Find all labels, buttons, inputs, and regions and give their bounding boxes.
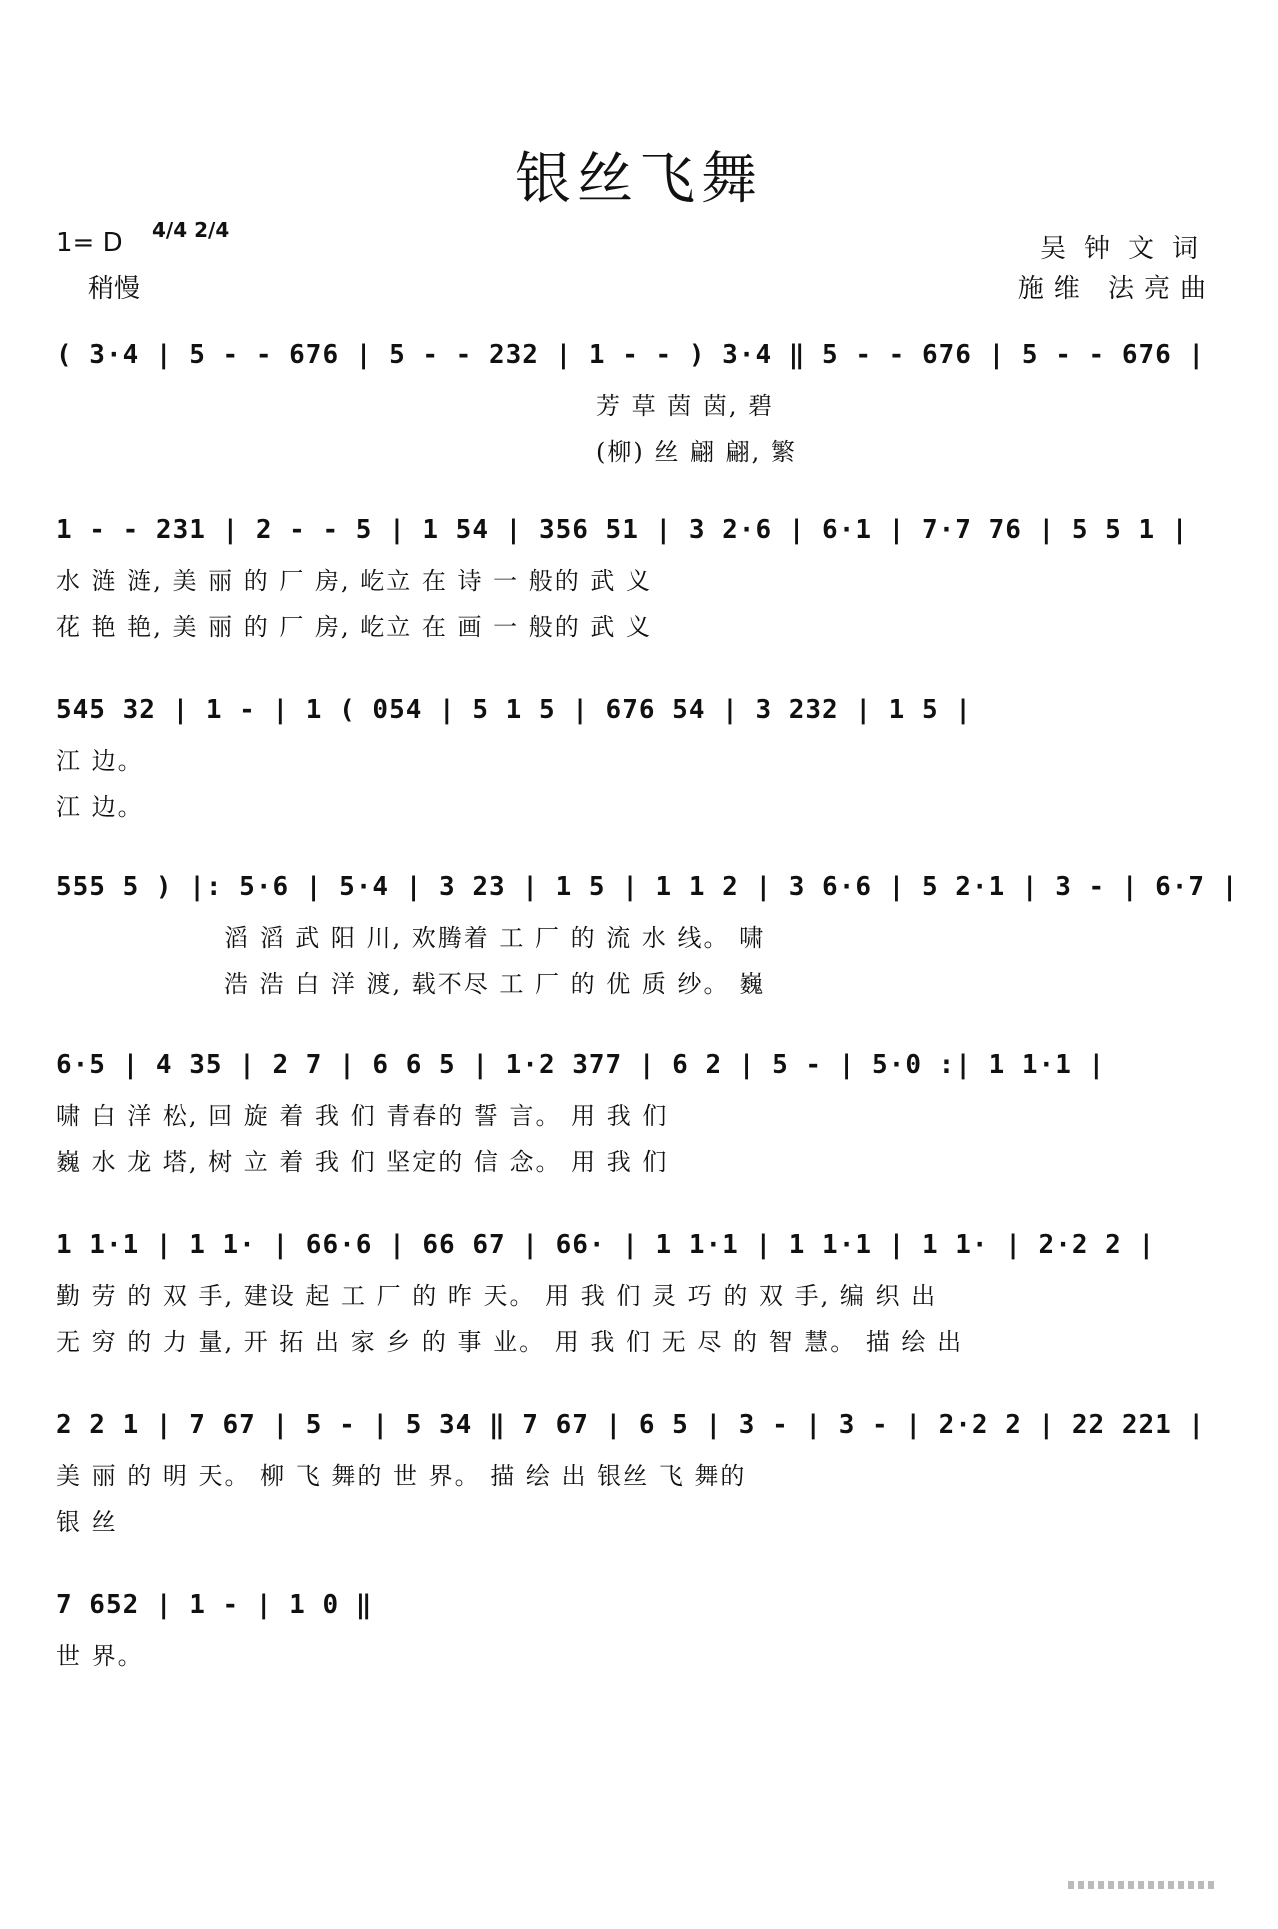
- lyric-verse-1: 滔 滔 武 阳 川, 欢腾着 工 厂 的 流 水 线。 啸: [224, 924, 766, 952]
- lyric-verse-1: 世 界。: [56, 1642, 144, 1670]
- page-title: 银丝飞舞: [515, 147, 763, 212]
- notation-row: ( 3·4 | 5 - - 676 | 5 - - 232 | 1 - - ) 3·4 ‖ 5 - - 676 | 5 - - 676 |: [56, 340, 1206, 370]
- lyric-verse-2: (柳) 丝 翩 翩, 繁: [596, 438, 797, 466]
- key-signature: 1= D: [56, 228, 123, 258]
- notation-row: 2 2 1 | 7 67 | 5 - | 5 34 ‖ 7 67 | 6 5 | 3 - | 3 - | 2·2 2 | 22 221 |: [56, 1410, 1206, 1440]
- watermark: [1068, 1881, 1218, 1889]
- lyric-verse-1: 江 边。: [56, 747, 144, 775]
- notation-row: 7 652 | 1 - | 1 0 ‖: [56, 1590, 373, 1620]
- lyric-verse-2: 无 穷 的 力 量, 开 拓 出 家 乡 的 事 业。 用 我 们 无 尽 的 智 慧。 描 绘 出: [56, 1328, 964, 1356]
- lyricist-credit: 吴钟文词: [1039, 234, 1216, 264]
- notation-row: 6·5 | 4 35 | 2 7 | 6 6 5 | 1·2 377 | 6 2 | 5 - | 5·0 :| 1 1·1 |: [56, 1050, 1106, 1080]
- lyric-verse-2: 花 艳 艳, 美 丽 的 厂 房, 屹立 在 画 一 般的 武 义: [56, 613, 653, 641]
- time-signature: 4/4 2/4: [152, 218, 230, 242]
- lyric-verse-2: 江 边。: [56, 793, 144, 821]
- lyric-verse-2: 巍 水 龙 塔, 树 立 着 我 们 坚定的 信 念。 用 我 们: [56, 1148, 669, 1176]
- lyric-verse-1: 勤 劳 的 双 手, 建设 起 工 厂 的 昨 天。 用 我 们 灵 巧 的 双 手, 编 织 出: [56, 1282, 938, 1310]
- notation-row: 545 32 | 1 - | 1 ( 054 | 5 1 5 | 676 54 | 3 232 | 1 5 |: [56, 695, 972, 725]
- tempo-marking: 稍慢: [88, 274, 141, 304]
- lyric-verse-2: 银 丝: [56, 1508, 118, 1536]
- lyric-verse-2: 浩 浩 白 洋 渡, 载不尽 工 厂 的 优 质 纱。 巍: [224, 970, 766, 998]
- lyric-verse-1: 水 涟 涟, 美 丽 的 厂 房, 屹立 在 诗 一 般的 武 义: [56, 567, 653, 595]
- notation-row: 1 - - 231 | 2 - - 5 | 1 54 | 356 51 | 3 2·6 | 6·1 | 7·7 76 | 5 5 1 |: [56, 515, 1189, 545]
- lyric-verse-1: 美 丽 的 明 天。 柳 飞 舞的 世 界。 描 绘 出 银丝 飞 舞的: [56, 1462, 747, 1490]
- composer-credit: 施维 法亮曲: [1017, 274, 1216, 304]
- notation-row: 1 1·1 | 1 1· | 66·6 | 66 67 | 66· | 1 1·1 | 1 1·1 | 1 1· | 2·2 2 |: [56, 1230, 1156, 1260]
- notation-row: 555 5 ) |: 5·6 | 5·4 | 3 23 | 1 5 | 1 1 2 | 3 6·6 | 5 2·1 | 3 - | 6·7 |: [56, 872, 1239, 902]
- lyric-verse-1: 啸 白 洋 松, 回 旋 着 我 们 青春的 誓 言。 用 我 们: [56, 1102, 669, 1130]
- lyric-verse-1: 芳 草 茵 茵, 碧: [596, 392, 775, 420]
